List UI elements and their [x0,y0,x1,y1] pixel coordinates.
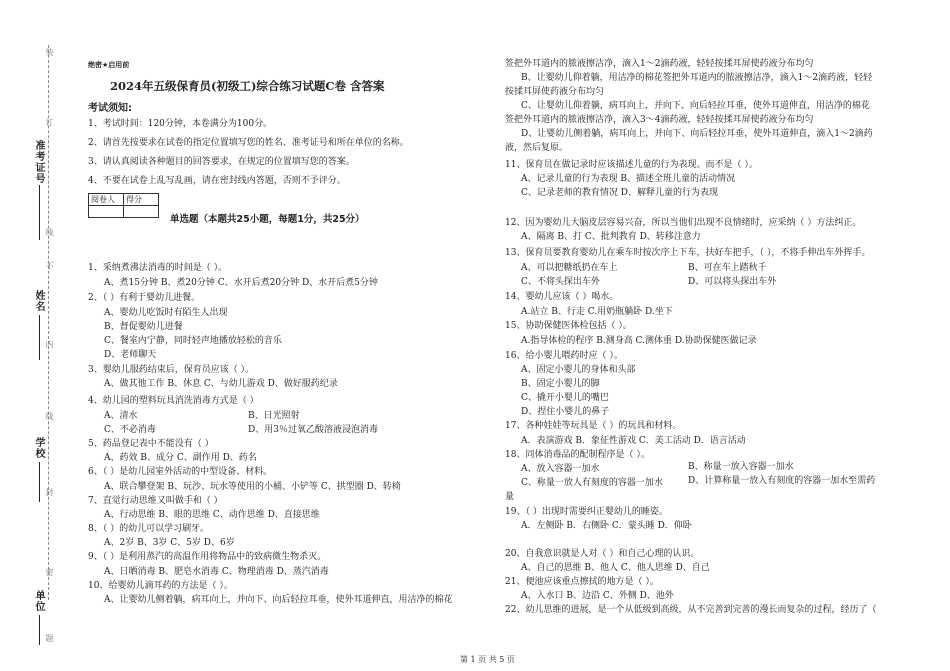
option-text: C、让婴幼儿仰着躺，病耳向上，并向下、向后轻拉耳垂，使外耳道伸直，用洁净的棉花 [521,101,870,111]
option-text: A、固定小婴儿的身体和头部 [521,365,636,375]
option-text: A、清水 [104,411,138,421]
option-text: B、让婴幼儿仰着躺，用洁净的棉花签把外耳道内的脓液擦洁净，滴入1～2滴药液，轻轻 [521,73,873,83]
gutter-mark: 线 [45,412,54,420]
option-text: B、称量一放入容器一加水 [688,462,794,472]
option-text: A、做其他工作 B、休息 C、与幼儿游戏 D、做好服药纪录 [104,379,338,389]
question-text: 量 [505,492,515,502]
score-table-score-cell[interactable] [124,206,159,218]
score-table-grader-cell[interactable] [89,206,124,218]
option-text: C、称量一放人有刻度的容器一加水 [521,478,663,488]
score-table [88,193,159,218]
gutter-mark: 不 [45,262,54,270]
option-text: A.指导体检的程序 B.测身高 C.测体重 D.协助保健医做记录 [521,336,757,346]
gutter-mark: 封 [45,488,54,496]
option-text: B、督促婴幼儿进餐 [104,322,183,332]
school-fill-line [39,462,40,502]
option-text: D、让婴幼儿侧着躺，病耳向上，并向下、向后轻拉耳垂，使外耳道伸直，滴入1～2滴药 [521,129,873,139]
option-text: C、记录老师的教育情况 D、解释儿童的行为表现 [521,188,718,198]
question-text: 16、给小婴儿喂药时应（ ）。 [505,351,623,361]
question-text: 10、给婴幼儿滴耳药的方法是（ ）。 [88,581,233,591]
question-text: 签把外耳道内的脓液擦洁净，滴入3～4滴药液，轻轻按揉耳屏使药液分布均匀 [505,115,814,125]
gutter-mark: 内 [45,340,54,348]
question-text: 9、（ ）是利用蒸汽的高温作用将物品中的致病微生物杀灭。 [88,552,327,562]
binding-line [48,45,49,600]
option-text: A、放入容器一加水 [521,464,600,474]
question-text: 按揉耳屏使药液分布均匀 [505,87,605,97]
option-text: A、婴幼儿吃饭时有陌生人出现 [104,308,228,318]
gutter-mark: 线 [45,228,54,236]
gutter-label-unit: 单位 [33,590,44,612]
option-text: A、记录儿童的行为表现 B、描述全班儿童的活动情况 [521,174,735,184]
question-text: 3、婴幼儿服药结束后，保育员应该（ ）。 [88,365,255,375]
question-text: 19、（ ）出现时需要纠正婴幼儿的睡姿。 [505,507,668,517]
question-text: 13、保育员要教育婴幼儿在乘车时按次序上下车，扶好车把手，（ ），不将手伸出车外挥手。 [505,248,871,258]
section-title: 单选题（本题共25小题，每题1分，共25分） [170,214,365,225]
gutter-mark: 订 [45,118,54,126]
question-text: 22、幼儿思维的进展，是一个从低级到高级，从不完善到完善的漫长而复杂的过程，经历了（ [505,605,877,615]
question-text: 4、幼儿园的塑料玩具消洗消毒方式是（ ） [88,396,259,406]
question-text: 15、协助保健医体检包括（ ）。 [505,321,632,331]
question-text: 21、便池应该重点擦拭的地方是（ ）。 [505,577,659,587]
notice-item: 3、请认真阅读各种题目的回答要求，在规定的位置填写您的答案。 [88,157,355,167]
gutter-label-name: 姓名 [33,290,44,312]
option-text: A、药效 B、成分 C、副作用 D、药名 [104,453,257,463]
question-text: 签把外耳道内的脓液擦洁净，滴入1～2滴药液，轻轻按揉耳屏使药液分布均匀 [505,59,814,69]
option-text: D、捏住小婴儿的鼻子 [521,407,610,417]
secret-label: 绝密★启用前 [88,61,130,69]
question-text: 2、（ ）有利于婴幼儿进餐。 [88,293,201,303]
option-text: D、计算称量一放入有刻度的容器一加水至需药 [688,476,876,486]
name-fill-line [39,315,40,360]
option-text: B、日光照射 [248,411,300,421]
option-text: A、行动思维 B、眼的思维 C、动作思维 D、直接思维 [104,510,320,520]
unit-fill-line [39,615,40,645]
option-text: D、可以将头探出车外 [688,277,777,287]
option-text: A．左侧卧 B．右侧卧 C．蒙头睡 D．仰卧 [521,521,692,531]
question-text: 8、（ ）的幼儿可以学习刷牙。 [88,524,210,534]
question-text: 液，然后复原。 [505,143,569,153]
gutter-mark: 密 [45,568,54,576]
option-text: C、餐室内宁静，同时轻声地播放轻松的音乐 [104,336,282,346]
gutter-mark: 装 [45,48,54,56]
option-text: D、用3％过氧乙酸溶液浸泡消毒 [248,425,378,435]
option-text: A．表演游戏 B．象征性游戏 C．美工活动 D．语言活动 [521,436,746,446]
option-text: A、2岁 B、3岁 C、5岁 D、6岁 [104,538,235,548]
option-text: A.站立 B、行走 C.用奶瓶躺卧 D.坐下 [521,307,673,317]
option-text: C、不必消毒 [104,425,156,435]
notice-item: 4、不要在试卷上乱写乱画，请在密封线内答题，否则不予评分。 [88,176,346,186]
exam-id-fill-line [39,185,40,240]
option-text: A、自己的思维 B、他人 C、他人思维 D、自己 [521,563,710,573]
question-text: 7、直觉行动思维又叫做手和（ ） [88,496,223,506]
option-text: A、入水口 B、边沿 C、外侧 D、池外 [521,591,674,601]
question-text: 1、采纳煮沸法消毒的时间是（ ）。 [88,263,228,273]
question-text: 20、自我意识就是人对（ ）和自己心理的认识。 [505,549,700,559]
page-number: 第 1 页 共 5 页 [460,655,515,664]
option-text: C、不将头探出车外 [521,277,600,287]
question-text: 6、（ ）是幼儿园室外活动的中型设备、材料。 [88,467,273,477]
option-text: B、可在车上踏秋千 [688,263,767,273]
question-text: 18、同体消毒品的配制程序是（ ）。 [505,450,650,460]
option-text: A、煮15分钟 B、煮20分钟 C、水开后煮20分钟 D、水开后煮5分钟 [104,278,378,288]
gutter-label-exam-id: 准考证号 [33,140,44,184]
notice-title: 考试须知: [88,103,132,114]
score-table-header-score: 得分 [124,194,159,206]
question-text: 17、各种娃娃等玩具是（ ）的玩具和材料。 [505,421,682,431]
notice-item: 1、考试时间：120分钟，本卷满分为100分。 [88,119,273,129]
option-text: A、隔离 B、打 C、批判教育 D、转移注意力 [521,232,701,242]
question-text: 11、保育员在做记录时应该描述儿童的行为表现。而不是（ ）。 [505,160,758,170]
option-text: A、让婴幼儿侧着躺，病耳向上，并向下、向后轻拉耳垂，使外耳道伸直，用洁净的棉花 [104,595,453,605]
option-text: A、联合攀登架 B、玩沙、玩水等使用的小桶、小铲等 C、拱型圈 D、转椅 [104,482,401,492]
notice-item: 2、请首先按要求在试卷的指定位置填写您的姓名、准考证号和所在单位的名称。 [88,138,409,148]
option-text: D、老师聊天 [104,350,157,360]
page-title: 2024年五级保育员(初级工)综合练习试题C卷 含答案 [110,79,385,93]
option-text: B、固定小婴儿的脚 [521,379,600,389]
question-text: 5、药品登记表中不能没有（ ） [88,439,214,449]
question-text: 12、因为婴幼儿大脑皮层容易兴奋，所以当他们出现不良情绪时，应采纳（ ）方法纠正。 [505,218,862,228]
score-table-header-grader: 阅卷人 [89,194,124,206]
option-text: A、可以把糖纸扔在车上 [521,263,618,273]
gutter-mark: 题 [45,634,54,642]
option-text: C、撬开小婴儿的嘴巴 [521,393,609,403]
question-text: 14、婴幼儿应该（ ）喝水。 [505,292,619,302]
option-text: A、日晒消毒 B、肥皂水消毒 C、物理消毒 D、蒸汽消毒 [104,567,329,577]
gutter-label-school: 学校 [33,437,44,459]
